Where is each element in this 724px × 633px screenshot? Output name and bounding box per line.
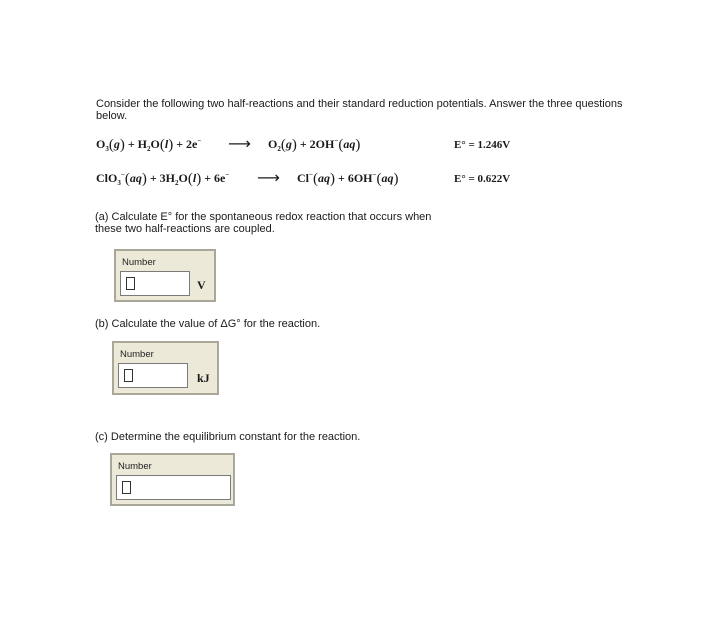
reaction-2-arrow: ⟶ (257, 170, 280, 187)
answer-box-c (110, 453, 235, 506)
reaction-1-potential: E° = 1.246V (454, 139, 511, 151)
reaction-2-right: Cl−(aq) + 6OH−(aq) (297, 171, 399, 187)
reaction-1-right: $O_2(g) + 2OH^-(aq)$ (268, 137, 361, 153)
intro-text: Consider the following two half-reactions and their standard reduction potentials. Answer the three questions below. (96, 98, 623, 122)
number-label-c: Number (118, 461, 152, 472)
cursor-a (126, 277, 135, 290)
answer-input-c[interactable] (116, 475, 231, 500)
unit-b: kJ (197, 371, 210, 385)
reaction-2-left: $ClO_3^-(aq) + 3H_2O(l) + 6e^-$ (96, 171, 230, 187)
question-b: (b) Calculate the value of ΔG° for the reaction. (95, 318, 321, 330)
reaction-1-left: $O_3(g) + H_2O(l) + 2e^-$ (96, 137, 202, 153)
answer-box-b (112, 341, 219, 395)
question-a: (a) Calculate E° for the spontaneous redox reaction that occurs when these two half-reactions are coupled. (95, 211, 432, 235)
reaction-1-arrow: ⟶ (228, 136, 251, 153)
answer-input-b[interactable] (118, 363, 188, 388)
cursor-c (122, 481, 131, 494)
unit-a: V (197, 278, 206, 292)
cursor-b (124, 369, 133, 382)
number-label-a: Number (122, 257, 156, 268)
answer-box-a (114, 249, 216, 302)
question-c: (c) Determine the equilibrium constant for the reaction. (95, 431, 361, 443)
reaction-2-potential: E° = 0.622V (454, 173, 511, 185)
answer-input-a[interactable] (120, 271, 190, 296)
number-label-b: Number (120, 349, 154, 360)
